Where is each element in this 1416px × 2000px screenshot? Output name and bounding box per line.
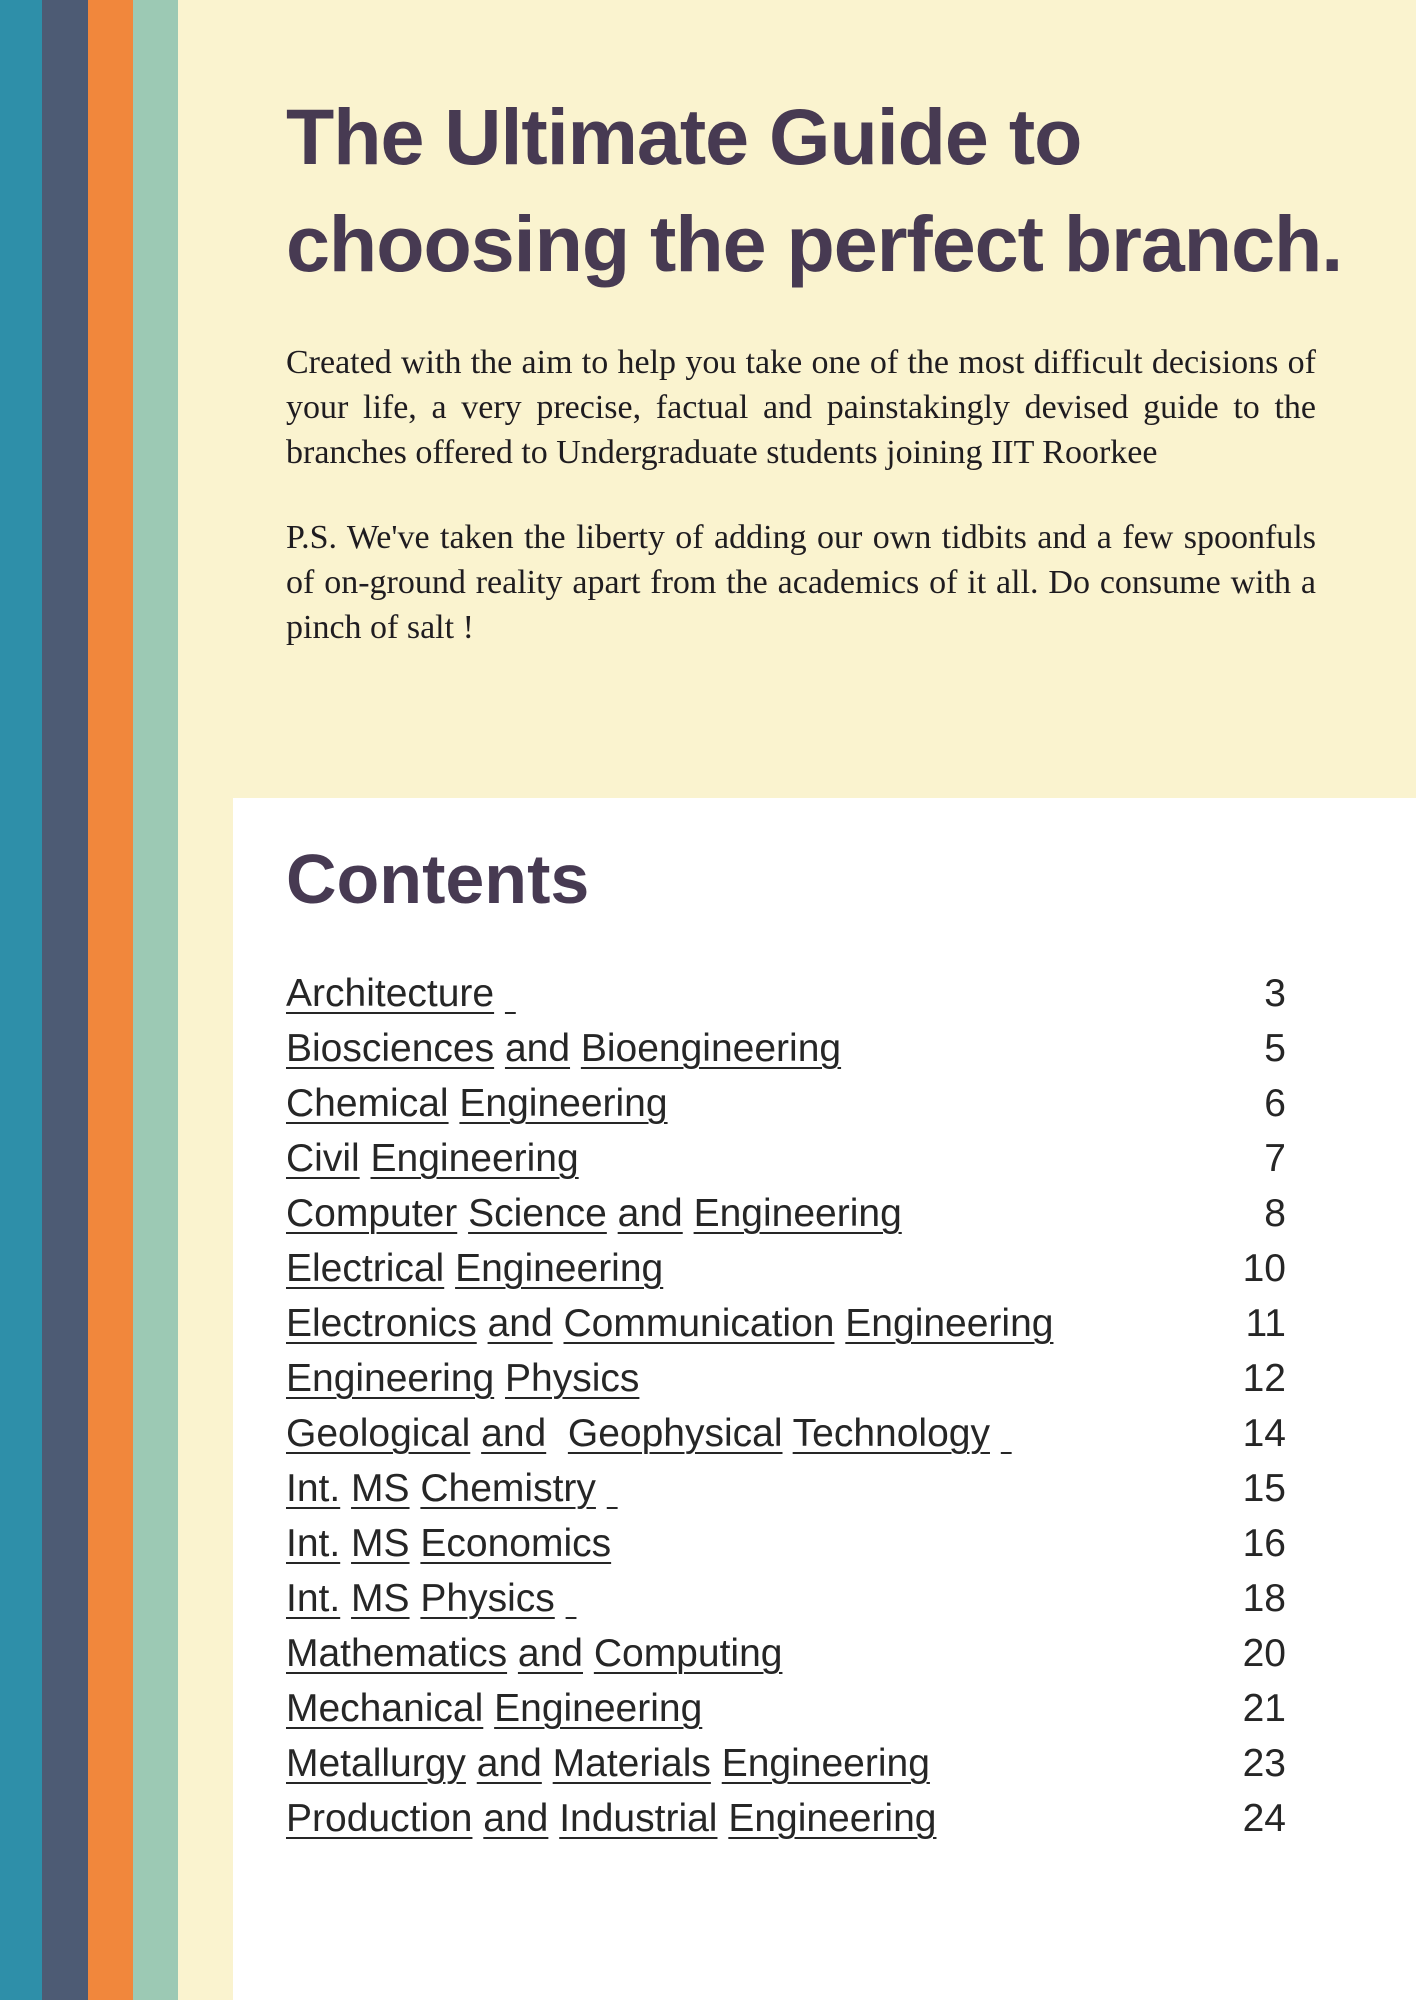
toc-page-number: 14 (1242, 1412, 1286, 1455)
intro-text (286, 340, 1316, 650)
toc-row (286, 966, 1286, 1021)
toc-row (286, 1461, 1286, 1516)
toc-link[interactable]: Int. MS Physics (286, 1577, 555, 1620)
toc-link[interactable]: Geological and Geophysical Technology (286, 1412, 990, 1455)
toc-page-number: 15 (1242, 1467, 1286, 1510)
toc-link[interactable]: Int. MS Economics (286, 1522, 612, 1565)
toc-link[interactable]: Electrical Engineering (286, 1247, 664, 1290)
toc-row (286, 1351, 1286, 1406)
sage-stripe (133, 0, 178, 2000)
toc-link[interactable]: Biosciences and Bioengineering (286, 1027, 842, 1070)
toc-page-number: 10 (1242, 1247, 1286, 1290)
toc-link[interactable]: Mathematics and Computing (286, 1632, 783, 1675)
toc-row (286, 1131, 1286, 1186)
contents-heading: Contents (286, 840, 590, 918)
page-title (286, 83, 1396, 297)
table-of-contents (286, 966, 1286, 1846)
toc-page-number: 12 (1242, 1357, 1286, 1400)
toc-row (286, 1241, 1286, 1296)
toc-page-number: 23 (1242, 1742, 1286, 1785)
toc-page-number: 16 (1242, 1522, 1286, 1565)
toc-page-number: 21 (1242, 1687, 1286, 1730)
toc-page-number: 3 (1264, 972, 1286, 1015)
toc-row (286, 1516, 1286, 1571)
toc-link[interactable]: Production and Industrial Engineering (286, 1797, 937, 1840)
toc-page-number: 11 (1245, 1302, 1286, 1345)
toc-row (286, 1406, 1286, 1461)
toc-link[interactable]: Chemical Engineering (286, 1082, 668, 1125)
page-title-line2: choosing the perfect branch. (286, 199, 1343, 288)
toc-page-number: 7 (1264, 1137, 1286, 1180)
toc-row (286, 1186, 1286, 1241)
toc-page-number: 8 (1264, 1192, 1286, 1235)
toc-link[interactable]: Metallurgy and Materials Engineering (286, 1742, 930, 1785)
toc-link[interactable]: Civil Engineering (286, 1137, 579, 1180)
toc-row (286, 1296, 1286, 1351)
toc-page-number: 18 (1242, 1577, 1286, 1620)
toc-row (286, 1571, 1286, 1626)
toc-link[interactable]: Int. MS Chemistry (286, 1467, 596, 1510)
toc-link[interactable]: Engineering Physics (286, 1357, 640, 1400)
intro-paragraph: Created with the aim to help you take one of the most difficult decisions of your life, a very precise, factual and painstakingly devised guide to the branches offered to Undergraduate students joining IIT Roorkee (286, 344, 1316, 471)
ps-paragraph: P.S. We've taken the liberty of adding our own tidbits and a few spoonfuls of on-ground reality apart from the academics of it all. Do consume with a pinch of salt ! (286, 519, 1316, 646)
orange-stripe (88, 0, 133, 2000)
page-title-line1: The Ultimate Guide to (286, 92, 1082, 181)
toc-row (286, 1626, 1286, 1681)
toc-link[interactable]: Mechanical Engineering (286, 1687, 703, 1730)
toc-row (286, 1681, 1286, 1736)
slate-stripe (42, 0, 88, 2000)
toc-link[interactable]: Electronics and Communication Engineering (286, 1302, 1054, 1345)
teal-stripe (0, 0, 42, 2000)
toc-row (286, 1791, 1286, 1846)
toc-link[interactable]: Computer Science and Engineering (286, 1192, 902, 1235)
toc-row (286, 1076, 1286, 1131)
toc-row (286, 1021, 1286, 1076)
toc-page-number: 5 (1264, 1027, 1286, 1070)
toc-page-number: 20 (1242, 1632, 1286, 1675)
toc-page-number: 6 (1264, 1082, 1286, 1125)
toc-link[interactable]: Architecture (286, 972, 495, 1015)
toc-row (286, 1736, 1286, 1791)
toc-page-number: 24 (1242, 1797, 1286, 1840)
left-stripe-decoration (0, 0, 178, 2000)
